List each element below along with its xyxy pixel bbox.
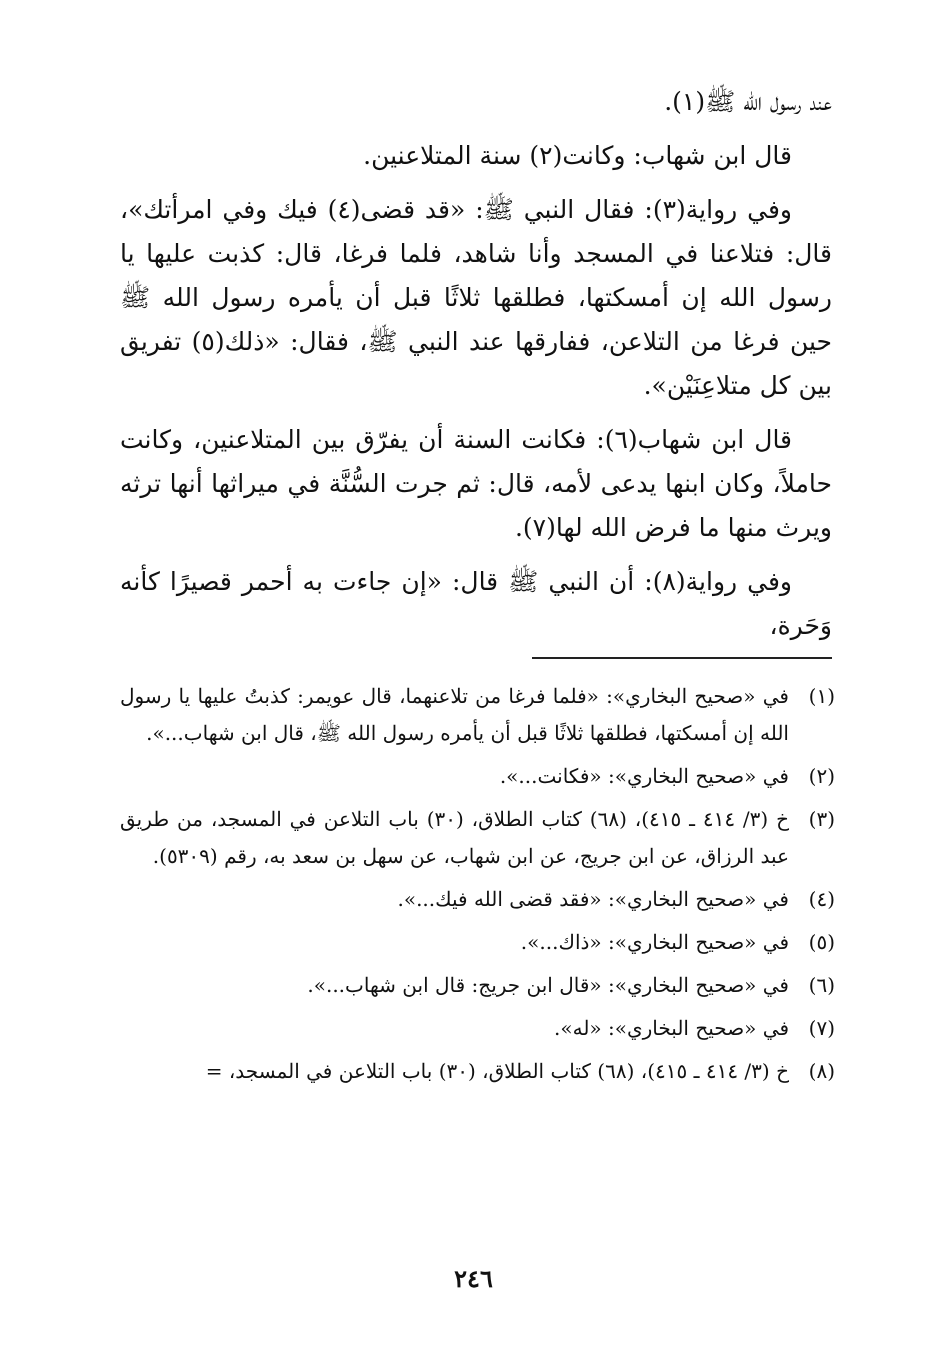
footnote-number: (٣) <box>808 807 835 831</box>
footnote-text: في «صحيح البخاري»: «له». <box>554 1016 789 1040</box>
footnote-text: في «صحيح البخاري»: «ذاك...». <box>520 930 789 954</box>
footnote-number: (٨) <box>808 1059 835 1083</box>
footnotes <box>120 678 835 1096</box>
footnote-number: (٥) <box>808 930 835 954</box>
paragraph: قال ابن شهاب(٦): فكانت السنة أن يفرّق بين المتلاعنين، وكانت حاملاً، وكان ابنها يدعى لأمه، قال: ثم جرت السُّنَّة في ميراثها أنها ترثه ويرث منها ما فرض الله لها(٧). <box>120 425 832 542</box>
footnote-divider <box>532 657 832 659</box>
footnote <box>120 881 835 918</box>
footnote-text: في «صحيح البخاري»: «قال ابن جريج: قال ابن شهاب...». <box>307 973 789 997</box>
page-number: ٢٤٦ <box>454 1264 493 1293</box>
footnote <box>120 1010 835 1047</box>
footnote-number: (٤) <box>808 887 835 911</box>
footnote <box>120 924 835 961</box>
footnote <box>120 967 835 1004</box>
footnote-number: (٦) <box>808 973 835 997</box>
footnote <box>120 801 835 875</box>
paragraph: وفي رواية(٣): فقال النبي ﷺ: «قد قضى(٤) فيك وفي امرأتك»، قال: فتلاعنا في المسجد وأنا شاهد، فلما فرغا، قال: كذبت عليها يا رسول الله إن أمسكتها، فطلقها ثلاثًا قبل أن يأمره رسول الله ﷺ حين فرغا من التلاعن، ففارقها عند النبي ﷺ، فقال: «ذلك(٥) تفريق بين كل متلاعِنَيْن». <box>120 195 832 400</box>
footnote-text: خ (٣/ ٤١٤ ـ ٤١٥)، (٦٨) كتاب الطلاق، (٣٠) باب التلاعن في المسجد، = <box>205 1059 789 1083</box>
footnote <box>120 758 835 795</box>
footnote-text: خ (٣/ ٤١٤ ـ ٤١٥)، (٦٨) كتاب الطلاق، (٣٠) باب التلاعن في المسجد، من طريق عبد الرزاق، عن ابن جريج، عن ابن شهاب، عن سهل بن سعد به، رقم (٥٣٠٩). <box>120 807 789 868</box>
paragraph: وفي رواية(٨): أن النبي ﷺ قال: «إن جاءت به أحمر قصيرًا كأنه وَحَرة، <box>120 567 832 640</box>
paragraph: عند رسول الله ﷺ(١). <box>664 87 832 116</box>
footnote-number: (٢) <box>808 764 835 788</box>
footnote-text: في «صحيح البخاري»: «فقد قضى الله فيك...». <box>397 887 789 911</box>
footnote-text: في «صحيح البخاري»: «فكانت...». <box>499 764 789 788</box>
footnote <box>120 1053 835 1090</box>
footnote-number: (٧) <box>808 1016 835 1040</box>
footnote <box>120 678 835 752</box>
footnote-text: في «صحيح البخاري»: «فلما فرغا من تلاعنهما، قال عويمر: كذبتُ عليها يا رسول الله إن أمسكتها، فطلقها ثلاثًا قبل أن يأمره رسول الله ﷺ، قال ابن شهاب...». <box>120 684 789 745</box>
main-text <box>120 80 832 658</box>
paragraph: قال ابن شهاب: وكانت(٢) سنة المتلاعنين. <box>363 141 792 170</box>
footnote-number: (١) <box>808 684 835 708</box>
